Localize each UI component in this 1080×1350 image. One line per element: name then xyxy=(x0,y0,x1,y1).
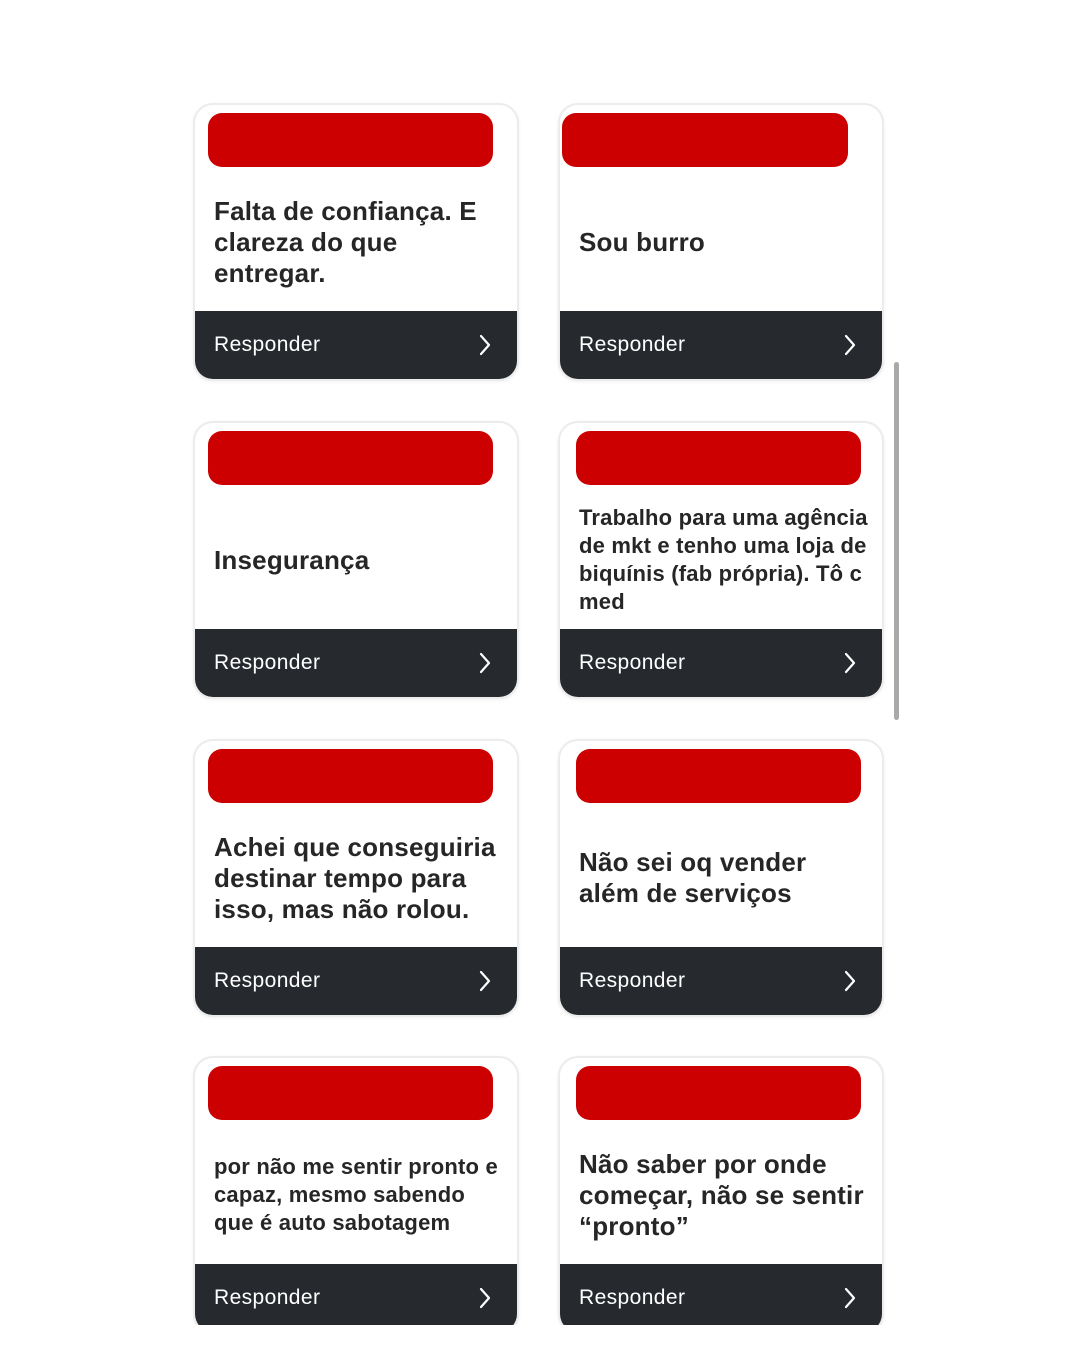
scrollbar[interactable] xyxy=(894,362,899,720)
response-card xyxy=(558,1056,884,1325)
response-text: por não me sentir pronto e capaz, mesmo sabendo que é auto sabotagem xyxy=(214,1154,498,1235)
chevron-right-icon xyxy=(473,333,497,357)
reply-button[interactable] xyxy=(560,311,882,379)
redacted-username xyxy=(208,749,493,803)
reply-button-label: Responder xyxy=(579,1286,686,1309)
redacted-username xyxy=(208,1066,493,1120)
response-text: Insegurança xyxy=(214,544,370,575)
reply-button[interactable] xyxy=(560,629,882,697)
reply-button[interactable] xyxy=(560,1264,882,1325)
reply-button-label: Responder xyxy=(214,333,321,356)
response-text: Não sei oq vender além de serviços xyxy=(579,847,807,908)
response-card xyxy=(558,421,884,699)
response-card xyxy=(558,739,884,1017)
redacted-username xyxy=(208,113,493,167)
response-card xyxy=(193,1056,519,1325)
response-text: Não saber por onde começar, não se sentir “pronto” xyxy=(579,1148,864,1241)
reply-button-label: Responder xyxy=(214,651,321,674)
reply-button-label: Responder xyxy=(579,651,686,674)
response-card xyxy=(193,103,519,381)
response-text: Falta de confiança. E clareza do que entregar. xyxy=(214,195,477,288)
response-text: Sou burro xyxy=(579,226,706,257)
chevron-right-icon xyxy=(838,969,862,993)
response-card xyxy=(558,103,884,381)
reply-button[interactable] xyxy=(195,311,517,379)
reply-button-label: Responder xyxy=(214,969,321,992)
response-card xyxy=(193,739,519,1017)
chevron-right-icon xyxy=(838,1286,862,1310)
reply-button[interactable] xyxy=(195,1264,517,1325)
redacted-username xyxy=(576,1066,861,1120)
response-card xyxy=(193,421,519,699)
chevron-right-icon xyxy=(473,651,497,675)
chevron-right-icon xyxy=(473,969,497,993)
redacted-username xyxy=(562,113,848,167)
redacted-username xyxy=(576,749,861,803)
chevron-right-icon xyxy=(838,651,862,675)
reply-button[interactable] xyxy=(195,947,517,1015)
reply-button-label: Responder xyxy=(579,969,686,992)
response-text: Achei que conseguiria destinar tempo para isso, mas não rolou. xyxy=(214,831,496,924)
redacted-username xyxy=(576,431,861,485)
redacted-username xyxy=(208,431,493,485)
chevron-right-icon xyxy=(473,1286,497,1310)
reply-button-label: Responder xyxy=(579,333,686,356)
response-text: Trabalho para uma agência de mkt e tenho uma loja de biquínis (fab própria). Tô c med xyxy=(579,505,868,614)
reply-button[interactable] xyxy=(560,947,882,1015)
chevron-right-icon xyxy=(838,333,862,357)
reply-button-label: Responder xyxy=(214,1286,321,1309)
reply-button[interactable] xyxy=(195,629,517,697)
